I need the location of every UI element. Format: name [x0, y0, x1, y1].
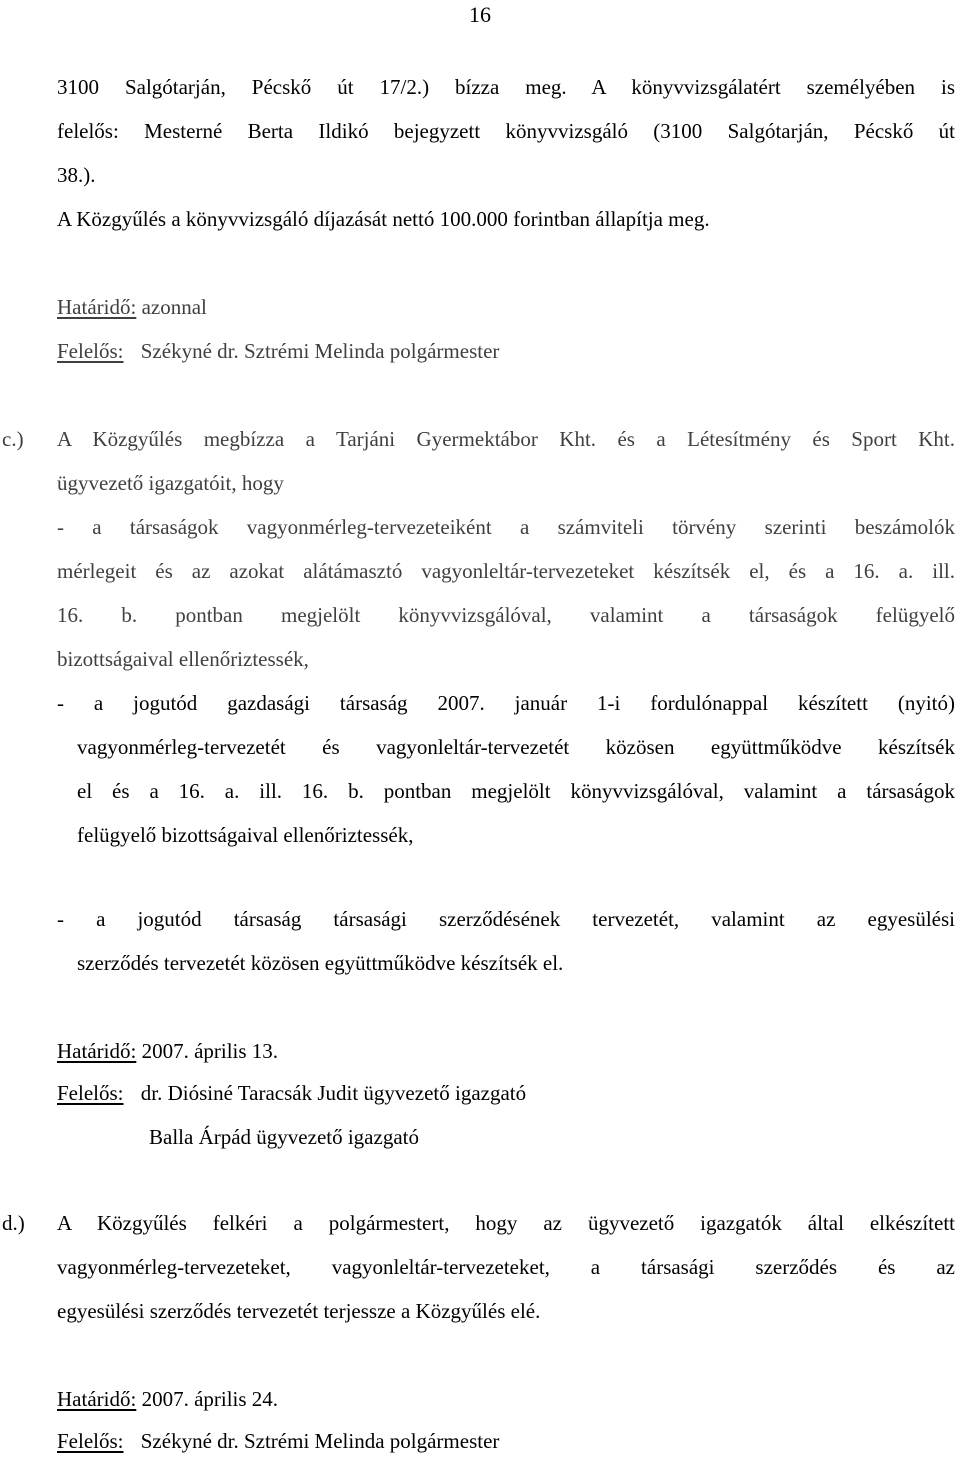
d-line-3: egyesülési szerződés tervezetét terjessze a Közgyűlés elé.: [57, 1299, 541, 1323]
intro-line-1: 3100 Salgótarján, Pécskő út 17/2.) bízza meg. A könyvvizsgálatért személyében is: [57, 75, 955, 99]
b-deadline-value: azonnal: [141, 295, 207, 319]
b-responsible: [57, 337, 499, 365]
d-line-1: A Közgyűlés felkéri a polgármestert, hogy az ügyvezető igazgatók által elkészített: [57, 1211, 955, 1235]
c-responsible-1: dr. Diósiné Taracsák Judit ügyvezető igazgató: [140, 1081, 527, 1105]
b-deadline: [57, 293, 207, 321]
c-line-1: A Közgyűlés megbízza a Tarjáni Gyermektábor Kht. és a Létesítmény és Sport Kht.: [57, 427, 955, 451]
section-c-marker: c.): [2, 427, 24, 451]
c-line-9: el és a 16. a. ill. 16. b. pontban megjelölt könyvvizsgálóval, valamint a társaságok: [77, 779, 955, 803]
c-responsible: [57, 1079, 526, 1107]
c-line-7: - a jogutód gazdasági társaság 2007. január 1-i fordulónappal készített (nyitó): [57, 691, 955, 715]
c-deadline-label: Határidő:: [57, 1039, 137, 1063]
b-responsible-label: Felelős:: [57, 339, 124, 363]
d-responsible-value: Székyné dr. Sztrémi Melinda polgármester: [140, 1429, 500, 1453]
d-deadline: [57, 1385, 278, 1413]
c-line-6: bizottságaival ellenőriztessék,: [57, 647, 309, 671]
c-line-5: 16. b. pontban megjelölt könyvvizsgálóval, valamint a társaságok felügyelő: [57, 603, 955, 627]
b-deadline-label: Határidő:: [57, 295, 137, 319]
d-responsible: [57, 1427, 499, 1455]
c-line-12: szerződés tervezetét közösen együttműködve készítsék el.: [77, 951, 564, 975]
c-line-3: - a társaságok vagyonmérleg-tervezeteiként a számviteli törvény szerinti beszámolók: [57, 515, 955, 539]
c-line-2: ügyvezető igazgatóit, hogy: [57, 471, 284, 495]
d-deadline-label: Határidő:: [57, 1387, 137, 1411]
c-deadline-value: 2007. április 13.: [141, 1039, 279, 1063]
c-responsible-label: Felelős:: [57, 1081, 124, 1105]
c-responsible-2: Balla Árpád ügyvezető igazgató: [149, 1125, 419, 1149]
d-line-2: vagyonmérleg-tervezeteket, vagyonleltár-tervezeteket, a társasági szerződés és az: [57, 1255, 955, 1279]
c-line-4: mérlegeit és az azokat alátámasztó vagyonleltár-tervezeteket készítsék el, és a 16. a. ill.: [57, 559, 955, 583]
section-d-marker: d.): [2, 1211, 25, 1235]
c-line-8: vagyonmérleg-tervezetét és vagyonleltár-tervezetét közösen együttműködve készítsék: [77, 735, 955, 759]
c-line-11: - a jogutód társaság társasági szerződésének tervezetét, valamint az egyesülési: [57, 907, 955, 931]
c-line-10: felügyelő bizottságaival ellenőriztessék,: [77, 823, 414, 847]
b-responsible-value: Székyné dr. Sztrémi Melinda polgármester: [140, 339, 500, 363]
d-responsible-label: Felelős:: [57, 1429, 124, 1453]
c-deadline: [57, 1037, 278, 1065]
intro-line-2: felelős: Mesterné Berta Ildikó bejegyzett könyvvizsgáló (3100 Salgótarján, Pécskő út: [57, 119, 955, 143]
intro-line-4: A Közgyűlés a könyvvizsgáló díjazását nettó 100.000 forintban állapítja meg.: [57, 207, 710, 231]
page-number: 16: [469, 2, 491, 27]
intro-line-3: 38.).: [57, 163, 96, 187]
d-deadline-value: 2007. április 24.: [141, 1387, 279, 1411]
